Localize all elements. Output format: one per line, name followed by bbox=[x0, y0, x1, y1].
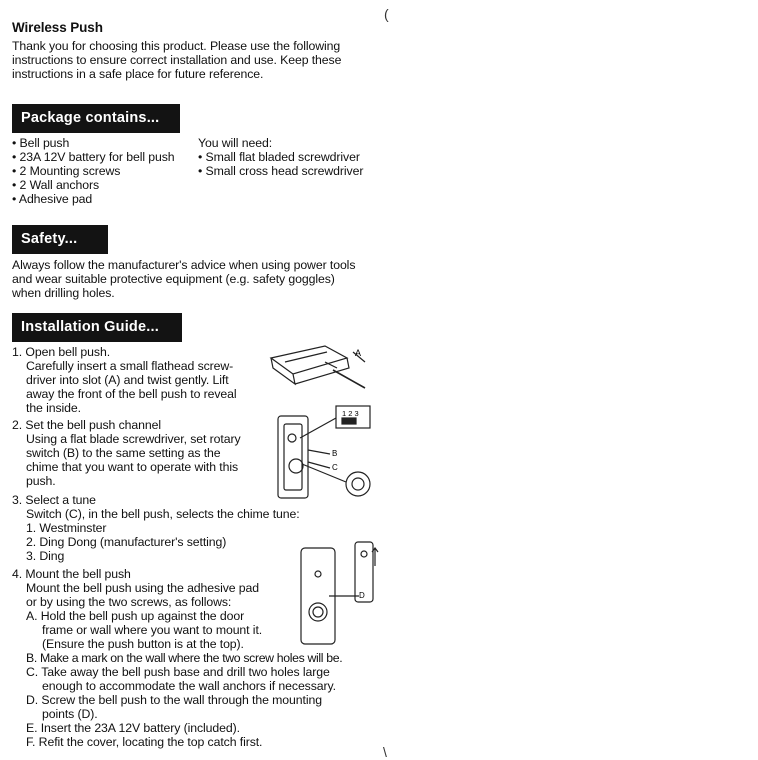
safety-header: Safety... bbox=[12, 225, 108, 254]
install-line: (Ensure the push button is at the top). bbox=[42, 637, 244, 651]
intro-line: Thank you for choosing this product. Please use the following bbox=[12, 39, 341, 53]
install-line: or by using the two screws, as follows: bbox=[26, 595, 232, 609]
fold-mark-bottom: \ bbox=[383, 744, 387, 760]
intro-line: instructions in a safe place for future reference. bbox=[12, 67, 264, 81]
install-line: 3. Ding bbox=[26, 549, 65, 563]
figure-dial-label: 1 2 3 bbox=[342, 409, 359, 418]
package-item: • 2 Wall anchors bbox=[12, 178, 99, 192]
install-line: F. Refit the cover, locating the top catch first. bbox=[26, 735, 263, 749]
install-line: Switch (C), in the bell push, selects the chime tune: bbox=[26, 507, 300, 521]
open-bell-push-figure bbox=[265, 340, 375, 410]
install-line: C. Take away the bell push base and drill two holes large bbox=[26, 665, 330, 679]
install-line: 3. Select a tune bbox=[12, 493, 96, 507]
install-line: away the front of the bell push to reveal bbox=[26, 387, 237, 401]
safety-line: Always follow the manufacturer's advice when using power tools bbox=[12, 258, 356, 272]
install-line: driver into slot (A) and twist gently. Lift bbox=[26, 373, 229, 387]
package-item: • Bell push bbox=[12, 136, 70, 150]
install-line: 2. Set the bell push channel bbox=[12, 418, 161, 432]
safety-line: and wear suitable protective equipment (e.g. safety goggles) bbox=[12, 272, 335, 286]
safety-line: when drilling holes. bbox=[12, 286, 115, 300]
need-item: • Small flat bladed screwdriver bbox=[198, 150, 360, 164]
need-title: You will need: bbox=[198, 136, 273, 150]
install-line: points (D). bbox=[42, 707, 98, 721]
install-line: push. bbox=[26, 474, 56, 488]
install-line: 1. Open bell push. bbox=[12, 345, 111, 359]
install-line: 1. Westminster bbox=[26, 521, 107, 535]
package-item: • Adhesive pad bbox=[12, 192, 93, 206]
install-line: switch (B) to the same setting as the bbox=[26, 446, 221, 460]
install-line: A. Hold the bell push up against the door bbox=[26, 609, 245, 623]
figure-label-b: B bbox=[332, 449, 338, 458]
install-line: D. Screw the bell push to the wall through the mounting bbox=[26, 693, 322, 707]
install-line: Mount the bell push using the adhesive pad bbox=[26, 581, 260, 595]
install-line: B. Make a mark on the wall where the two screw holes will be. bbox=[26, 651, 343, 665]
mounting-figure bbox=[295, 536, 381, 648]
install-line: frame or wall where you want to mount it. bbox=[42, 623, 263, 637]
install-line: Using a flat blade screwdriver, set rotary bbox=[26, 432, 241, 446]
figure-label-c: C bbox=[332, 463, 338, 472]
figure-label-d: D bbox=[359, 591, 365, 600]
intro-line: instructions to ensure correct installation and use. Keep these bbox=[12, 53, 342, 67]
install-line: chime that you want to operate with this bbox=[26, 460, 238, 474]
install-line: Carefully insert a small flathead screw- bbox=[26, 359, 234, 373]
install-line: 2. Ding Dong (manufacturer's setting) bbox=[26, 535, 227, 549]
package-header: Package contains... bbox=[12, 104, 180, 133]
figure-label-a: A bbox=[355, 348, 362, 358]
channel-switch-figure bbox=[270, 404, 380, 500]
package-item: • 2 Mounting screws bbox=[12, 164, 121, 178]
install-line: enough to accommodate the wall anchors if necessary. bbox=[42, 679, 336, 693]
install-line: 4. Mount the bell push bbox=[12, 567, 131, 581]
install-line: E. Insert the 23A 12V battery (included). bbox=[26, 721, 240, 735]
install-line: the inside. bbox=[26, 401, 81, 415]
package-item: • 23A 12V battery for bell push bbox=[12, 150, 175, 164]
installation-header: Installation Guide... bbox=[12, 313, 182, 342]
need-item: • Small cross head screwdriver bbox=[198, 164, 364, 178]
fold-mark-top: ( bbox=[384, 6, 389, 22]
intro-title: Wireless Push bbox=[12, 20, 103, 35]
